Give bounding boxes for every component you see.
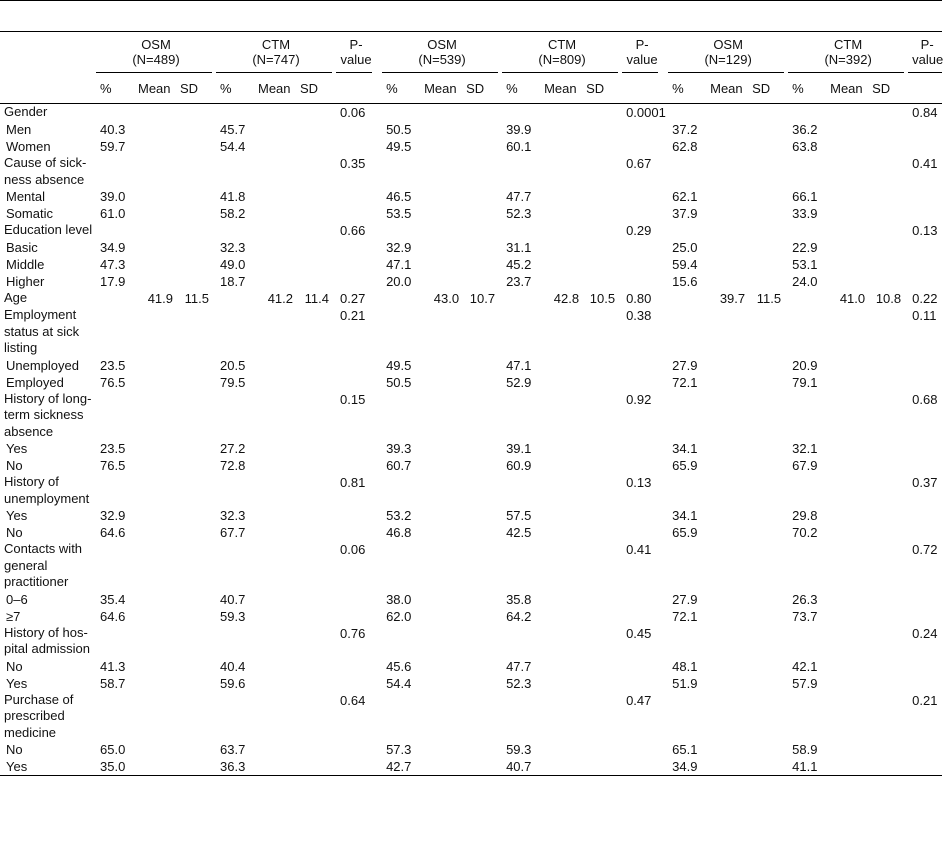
cell-pct: 34.9 — [100, 240, 126, 255]
cell-pct: 25.0 — [672, 240, 698, 255]
table-row — [0, 507, 942, 524]
cell-pvalue: 0.41 — [626, 542, 652, 557]
row-label: Women — [6, 139, 51, 154]
cell-pct: 54.4 — [220, 139, 246, 154]
cell-pvalue: 0.22 — [912, 291, 938, 306]
group-heading — [96, 32, 212, 73]
cell-pvalue: 0.38 — [626, 308, 652, 323]
row-label: History of hos-pital admission — [4, 624, 90, 656]
cell-pct: 35.8 — [506, 591, 532, 607]
pvalue-heading-line: value — [340, 52, 372, 67]
cell-pct: 58.7 — [100, 675, 126, 691]
row-label: Employed — [6, 374, 64, 390]
cell-pct: 60.1 — [506, 139, 532, 154]
cell-pct: 67.9 — [792, 458, 818, 473]
cell-pct: 76.5 — [100, 374, 126, 390]
cell-pct: 40.7 — [220, 591, 246, 607]
pvalue-heading-line: P- — [635, 37, 649, 52]
cell-pct: 49.0 — [220, 257, 246, 272]
row-label: No — [6, 458, 23, 473]
col-pct-heading: % — [216, 73, 254, 104]
row-label: Somatic — [6, 206, 53, 221]
cell-pct: 53.2 — [386, 508, 412, 523]
cell-pct: 32.9 — [100, 508, 126, 523]
header-row-groups — [0, 32, 942, 73]
row-label: Yes — [6, 675, 28, 691]
table-row — [0, 205, 942, 222]
header-row-municipalities — [0, 1, 942, 32]
cell-pvalue: 0.47 — [626, 692, 652, 708]
cell-pct: 40.4 — [220, 658, 246, 674]
cell-pct: 72.1 — [672, 608, 698, 624]
col-pct-heading: % — [502, 73, 540, 104]
group-n: (N=539) — [418, 52, 466, 67]
row-label: Gender — [4, 104, 48, 119]
cell-pct: 27.9 — [672, 591, 698, 607]
group-name: OSM — [141, 37, 171, 52]
cell-pct: 27.2 — [220, 441, 246, 456]
cell-pct: 73.7 — [792, 608, 818, 624]
cell-pct: 18.7 — [220, 274, 246, 289]
row-label: Employment status at sick listing — [4, 307, 80, 355]
cell-pct: 53.5 — [386, 206, 412, 221]
cell-pct: 47.7 — [506, 658, 532, 674]
cell-sd: 11.4 — [304, 291, 329, 306]
cell-mean: 43.0 — [433, 291, 460, 306]
group-n: (N=392) — [824, 52, 872, 67]
table-row — [0, 273, 942, 290]
cell-pct: 57.5 — [506, 508, 532, 523]
cell-pct: 39.0 — [100, 189, 126, 204]
col-mean-heading: Mean — [254, 73, 296, 104]
cell-pct: 23.5 — [100, 441, 126, 456]
cell-pct: 76.5 — [100, 458, 126, 473]
cell-pct: 72.1 — [672, 374, 698, 390]
row-label: Middle — [6, 257, 45, 272]
cell-pct: 39.1 — [506, 441, 532, 456]
pvalue-heading-line: value — [912, 52, 943, 67]
cell-pct: 79.5 — [220, 374, 246, 390]
cell-pct: 37.2 — [672, 122, 698, 137]
cell-pct: 24.0 — [792, 274, 818, 289]
cell-pct: 79.1 — [792, 374, 818, 390]
cell-pct: 41.1 — [788, 758, 826, 776]
table-row — [0, 692, 942, 742]
cell-pct: 38.0 — [386, 591, 412, 607]
row-label: Higher — [6, 274, 45, 289]
cell-pvalue: 0.13 — [912, 223, 938, 238]
col-pct-heading: % — [382, 73, 420, 104]
cell-pct: 65.9 — [672, 458, 698, 473]
cell-pvalue: 0.21 — [912, 692, 938, 708]
row-label: Basic — [6, 240, 38, 255]
cell-pct: 59.3 — [220, 608, 246, 624]
cell-mean: 41.9 — [147, 291, 173, 306]
col-sd-heading: SD — [868, 73, 904, 104]
row-label: Contacts with general practitioner — [4, 541, 83, 589]
cell-pct: 34.1 — [672, 508, 698, 523]
table-row — [0, 307, 942, 357]
cell-pvalue: 0.21 — [340, 308, 366, 323]
cell-pct: 54.4 — [386, 675, 412, 691]
cell-pct: 36.2 — [792, 122, 818, 137]
cell-pvalue: 0.81 — [340, 475, 366, 490]
cell-pct: 20.9 — [792, 357, 818, 373]
cell-pct: 64.6 — [100, 525, 126, 540]
cell-pct: 59.4 — [672, 257, 698, 272]
cell-pvalue: 0.76 — [340, 625, 366, 641]
cell-pvalue: 0.35 — [340, 156, 366, 171]
table-row — [0, 357, 942, 374]
cell-sd: 11.5 — [756, 291, 782, 306]
row-label: Yes — [6, 441, 28, 456]
group-heading — [216, 32, 332, 73]
table-row — [0, 591, 942, 608]
cell-pvalue: 0.84 — [912, 105, 938, 120]
cell-pct: 66.1 — [792, 189, 818, 204]
table-row — [0, 758, 942, 776]
cell-pct: 62.8 — [672, 139, 698, 154]
cell-pct: 47.1 — [506, 357, 532, 373]
cell-pct: 67.7 — [220, 525, 246, 540]
row-label: History of unemployment — [4, 474, 90, 506]
table-row — [0, 104, 942, 122]
row-label: Mental — [6, 189, 46, 204]
header-row-stats — [0, 73, 942, 104]
cell-pct: 62.0 — [386, 608, 412, 624]
table-row — [0, 625, 942, 658]
col-sd-heading: SD — [296, 73, 332, 104]
row-label: 0–6 — [6, 591, 28, 607]
cell-mean: 39.7 — [719, 291, 746, 306]
cell-pct: 64.2 — [506, 608, 532, 624]
cell-pct: 47.3 — [100, 257, 126, 272]
cell-pct: 39.3 — [386, 441, 412, 456]
table-row — [0, 741, 942, 758]
table-row — [0, 440, 942, 457]
row-label: Cause of sick-ness absence — [4, 155, 87, 187]
cell-pct: 15.6 — [672, 274, 698, 289]
cell-pct: 42.7 — [382, 758, 420, 776]
row-label: No — [6, 525, 23, 540]
cell-pct: 20.0 — [386, 274, 412, 289]
cell-pct: 33.9 — [792, 206, 818, 221]
cell-pct: 62.1 — [672, 189, 698, 204]
group-name: CTM — [547, 37, 577, 52]
table-row — [0, 541, 942, 591]
cell-pvalue: 0.06 — [340, 542, 366, 557]
cell-pvalue: 0.92 — [626, 391, 652, 407]
cell-pct: 35.4 — [100, 591, 126, 607]
cell-pct: 46.8 — [386, 525, 412, 540]
cell-pct: 45.2 — [506, 257, 532, 272]
cell-pct: 58.2 — [220, 206, 246, 221]
cell-pvalue: 0.67 — [626, 156, 652, 171]
cell-pct: 70.2 — [792, 525, 818, 540]
pvalue-heading — [622, 32, 658, 73]
group-name: CTM — [834, 37, 863, 52]
cell-pct: 32.3 — [220, 508, 246, 523]
cell-sd: 10.5 — [589, 291, 616, 306]
table-body — [0, 104, 942, 776]
cell-pct: 42.1 — [792, 658, 818, 674]
cell-mean: 42.8 — [553, 291, 580, 306]
municipality-heading — [382, 1, 658, 32]
cell-pct: 48.1 — [672, 658, 698, 674]
cell-pct: 49.5 — [386, 139, 412, 154]
cell-pct: 50.5 — [386, 122, 412, 137]
group-heading — [502, 32, 618, 73]
cell-pvalue: 0.06 — [340, 105, 366, 120]
cell-pct: 50.5 — [386, 374, 412, 390]
cell-pct: 26.3 — [792, 591, 818, 607]
col-sd-heading: SD — [176, 73, 212, 104]
col-sd-heading: SD — [582, 73, 618, 104]
table-row — [0, 121, 942, 138]
cell-pct: 32.1 — [792, 441, 818, 456]
cell-pct: 59.3 — [506, 742, 532, 757]
cell-pct: 52.3 — [506, 675, 532, 691]
cell-pvalue: 0.66 — [340, 223, 366, 238]
cell-pct: 51.9 — [672, 675, 698, 691]
municipality-heading — [96, 1, 372, 32]
table-row — [0, 138, 942, 155]
cell-pct: 41.3 — [100, 658, 126, 674]
col-pct-heading: % — [96, 73, 134, 104]
cell-pct: 17.9 — [100, 274, 126, 289]
group-n: (N=747) — [252, 52, 300, 67]
cell-pct: 31.1 — [506, 240, 532, 255]
cell-pvalue: 0.15 — [340, 391, 366, 407]
table-row — [0, 256, 942, 273]
cell-pct: 47.1 — [386, 257, 412, 272]
table-row — [0, 290, 942, 307]
group-name: OSM — [713, 37, 743, 52]
row-label: No — [6, 658, 23, 674]
cell-pvalue: 0.13 — [626, 475, 652, 490]
cell-pct: 61.0 — [100, 206, 126, 221]
col-mean-heading: Mean — [826, 73, 868, 104]
cell-pct: 34.9 — [668, 758, 706, 776]
cell-pct: 57.9 — [792, 675, 818, 691]
table-row — [0, 239, 942, 256]
table-row — [0, 374, 942, 391]
cell-pct: 22.9 — [792, 240, 818, 255]
cell-pct: 65.9 — [672, 525, 698, 540]
group-heading — [382, 32, 498, 73]
cell-pct: 29.8 — [792, 508, 818, 523]
cell-pct: 53.1 — [792, 257, 818, 272]
cell-pvalue: 0.24 — [912, 625, 938, 641]
cell-pct: 32.3 — [220, 240, 246, 255]
cell-mean: 41.2 — [267, 291, 293, 306]
cell-pct: 52.9 — [506, 374, 532, 390]
row-label: Purchase of prescribed medicine — [4, 691, 74, 740]
cell-pct: 65.0 — [100, 742, 126, 757]
cell-pct: 57.3 — [386, 742, 412, 757]
cell-pct: 35.0 — [96, 758, 134, 776]
cell-pct: 27.9 — [672, 357, 698, 373]
cell-pvalue: 0.64 — [340, 692, 366, 708]
group-n: (N=809) — [538, 52, 586, 67]
table-row — [0, 188, 942, 205]
cell-mean: 41.0 — [839, 291, 866, 306]
cell-pct: 65.1 — [672, 742, 698, 757]
group-name: CTM — [261, 37, 291, 52]
cell-pct: 23.7 — [506, 274, 532, 289]
cell-sd: 11.5 — [184, 291, 209, 306]
pvalue-heading — [908, 32, 942, 73]
cell-pct: 64.6 — [100, 608, 126, 624]
pvalue-heading-line: P- — [920, 37, 934, 52]
table-header — [0, 1, 942, 104]
cell-pct: 32.9 — [386, 240, 412, 255]
cell-pct: 45.7 — [220, 122, 246, 137]
cell-sd: 10.7 — [469, 291, 496, 306]
cell-pct: 60.7 — [386, 458, 412, 473]
cell-sd: 10.8 — [875, 291, 902, 306]
table-row — [0, 155, 942, 188]
row-label: History of long-term sickness absence — [4, 390, 92, 439]
group-heading — [668, 32, 784, 73]
cell-pvalue: 0.37 — [912, 475, 938, 490]
col-sd-heading: SD — [748, 73, 784, 104]
row-label: Men — [6, 122, 32, 137]
cell-pct: 52.3 — [506, 206, 532, 221]
table-row — [0, 608, 942, 625]
col-pct-heading: % — [668, 73, 706, 104]
row-label: ≥7 — [6, 608, 21, 624]
col-mean-heading: Mean — [134, 73, 176, 104]
cell-pct: 47.7 — [506, 189, 532, 204]
col-sd-heading: SD — [462, 73, 498, 104]
table-row — [0, 658, 942, 675]
col-mean-heading: Mean — [420, 73, 462, 104]
group-n: (N=489) — [132, 52, 180, 67]
cell-pct: 40.3 — [100, 122, 126, 137]
cell-pct: 40.7 — [502, 758, 540, 776]
group-heading — [788, 32, 904, 73]
cell-pct: 72.8 — [220, 458, 246, 473]
row-label: Yes — [0, 758, 96, 776]
cell-pct: 39.9 — [506, 122, 532, 137]
cell-pct: 42.5 — [506, 525, 532, 540]
cell-pvalue: 0.72 — [912, 542, 938, 557]
cell-pct: 23.5 — [100, 357, 126, 373]
pvalue-heading-line: value — [626, 52, 658, 67]
col-mean-heading: Mean — [706, 73, 748, 104]
cell-pct: 49.5 — [386, 357, 412, 373]
cell-pct: 37.9 — [672, 206, 698, 221]
cell-pvalue: 0.68 — [912, 391, 938, 407]
cell-pvalue: 0.0001 — [626, 105, 666, 120]
cell-pvalue: 0.41 — [912, 156, 938, 171]
cell-pct: 20.5 — [220, 357, 246, 373]
cell-pct: 41.8 — [220, 189, 246, 204]
table-row — [0, 474, 942, 507]
table-row — [0, 457, 942, 474]
col-mean-heading: Mean — [540, 73, 582, 104]
row-label: No — [6, 742, 23, 757]
row-label: Age — [4, 290, 28, 305]
cell-pvalue: 0.11 — [912, 308, 937, 323]
cell-pvalue: 0.27 — [340, 291, 366, 306]
cell-pct: 59.6 — [220, 675, 246, 691]
row-label: Education level — [4, 222, 93, 237]
cell-pvalue: 0.29 — [626, 223, 652, 238]
cell-pct: 63.8 — [792, 139, 818, 154]
table-row — [0, 391, 942, 441]
group-name: OSM — [427, 37, 457, 52]
cell-pct: 63.7 — [220, 742, 246, 757]
cell-pct: 34.1 — [672, 441, 698, 456]
cell-pct: 59.7 — [100, 139, 126, 154]
cell-pct: 58.9 — [792, 742, 818, 757]
row-label: Unemployed — [6, 357, 79, 373]
pvalue-heading-line: P- — [349, 37, 363, 52]
cell-pct: 60.9 — [506, 458, 532, 473]
municipality-heading — [668, 1, 942, 32]
cell-pvalue: 0.80 — [626, 291, 652, 306]
col-pct-heading: % — [788, 73, 826, 104]
cell-pct: 45.6 — [386, 658, 412, 674]
cell-pct: 46.5 — [386, 189, 412, 204]
table-row — [0, 675, 942, 692]
pvalue-heading — [336, 32, 372, 73]
table-row — [0, 222, 942, 239]
cell-pvalue: 0.45 — [626, 625, 652, 641]
cell-pct: 36.3 — [216, 758, 254, 776]
row-label: Yes — [6, 508, 28, 523]
table-row — [0, 524, 942, 541]
group-n: (N=129) — [704, 52, 752, 67]
